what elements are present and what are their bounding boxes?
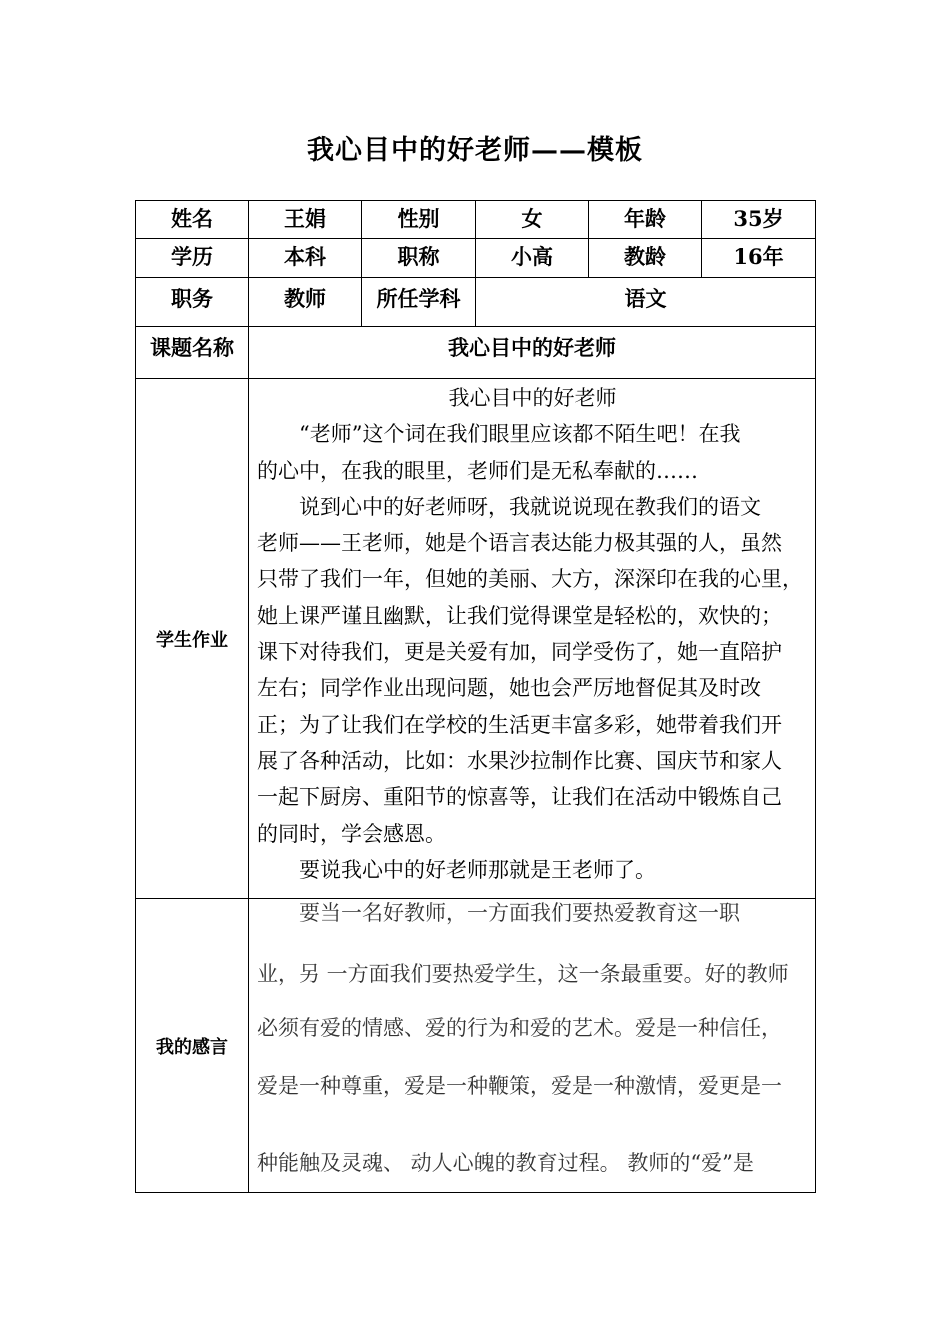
topic-label: 课题名称 <box>150 335 234 360</box>
essay-heading: 我心目中的好老师 <box>448 386 617 410</box>
gender-label: 性别 <box>397 206 440 231</box>
feelings-line: 要当一名好教师，一方面我们要热爱教育这一职 <box>257 901 740 925</box>
essay-line: 一起下厨房、重阳节的惊喜等，让我们在活动中锻炼自己 <box>257 785 782 810</box>
essay-line: 的心中，在我的眼里，老师们是无私奉献的…… <box>257 458 698 483</box>
essay-line: 左右；同学作业出现问题，她也会严厉地督促其及时改 <box>257 676 761 701</box>
feelings-line: 业，另 一方面我们要热爱学生，这一条最重要。好的教师 <box>257 962 789 986</box>
name-label: 姓名 <box>171 206 213 231</box>
essay-line: 课下对待我们，更是关爱有加，同学受伤了，她一直陪护 <box>257 640 782 665</box>
essay-line: 只带了我们一年，但她的美丽、大方，深深印在我的心里， <box>257 567 803 592</box>
homework-essay <box>257 380 808 888</box>
subject-label: 所任学科 <box>376 286 461 311</box>
post-value: 教师 <box>284 286 326 311</box>
homework-label: 学生作业 <box>156 629 228 651</box>
essay-line: 她上课严谨且幽默，让我们觉得课堂是轻松的，欢快的； <box>257 603 782 628</box>
teaching-years-label: 教龄 <box>624 244 666 269</box>
subject-value: 语文 <box>624 286 667 311</box>
essay-line: 老师——王老师，她是个语言表达能力极其强的人，虽然 <box>257 531 782 556</box>
education-value: 本科 <box>284 244 326 269</box>
gender-value: 女 <box>521 206 543 231</box>
essay-line: 的同时，学会感恩。 <box>257 821 446 846</box>
age-label: 年龄 <box>624 206 666 231</box>
post-label: 职务 <box>171 286 213 311</box>
essay-line: 说到心中的好老师呀，我就说说现在教我们的语文 <box>257 494 761 519</box>
topic-value: 我心目中的好老师 <box>448 335 616 360</box>
feelings-label: 我的感言 <box>156 1036 228 1058</box>
age-value: 35岁 <box>733 206 784 231</box>
essay-line: 要说我心中的好老师那就是王老师了。 <box>257 857 656 882</box>
feelings-line: 种能触及灵魂、 动人心魄的教育过程。 教师的“爱”是 <box>257 1151 754 1175</box>
name-value: 王娟 <box>284 206 326 231</box>
essay-line: 展了各种活动，比如：水果沙拉制作比赛、国庆节和家人 <box>257 748 782 773</box>
feelings-line: 爱是一种尊重，爱是一种鞭策，爱是一种激情，爱更是一 <box>257 1074 782 1098</box>
title-rank-value: 小高 <box>511 244 553 269</box>
essay-line: 正；为了让我们在学校的生活更丰富多彩，她带着我们开 <box>257 712 782 737</box>
teaching-years-value: 16年 <box>733 244 784 269</box>
essay-line: “老师”这个词在我们眼里应该都不陌生吧！在我 <box>257 422 741 447</box>
page-title: 我心目中的好老师——模板 <box>307 135 643 166</box>
feelings-line: 必须有爱的情感、爱的行为和爱的艺术。爱是一种信任， <box>257 1016 782 1040</box>
title-rank-label: 职称 <box>397 244 440 269</box>
education-label: 学历 <box>171 244 213 269</box>
